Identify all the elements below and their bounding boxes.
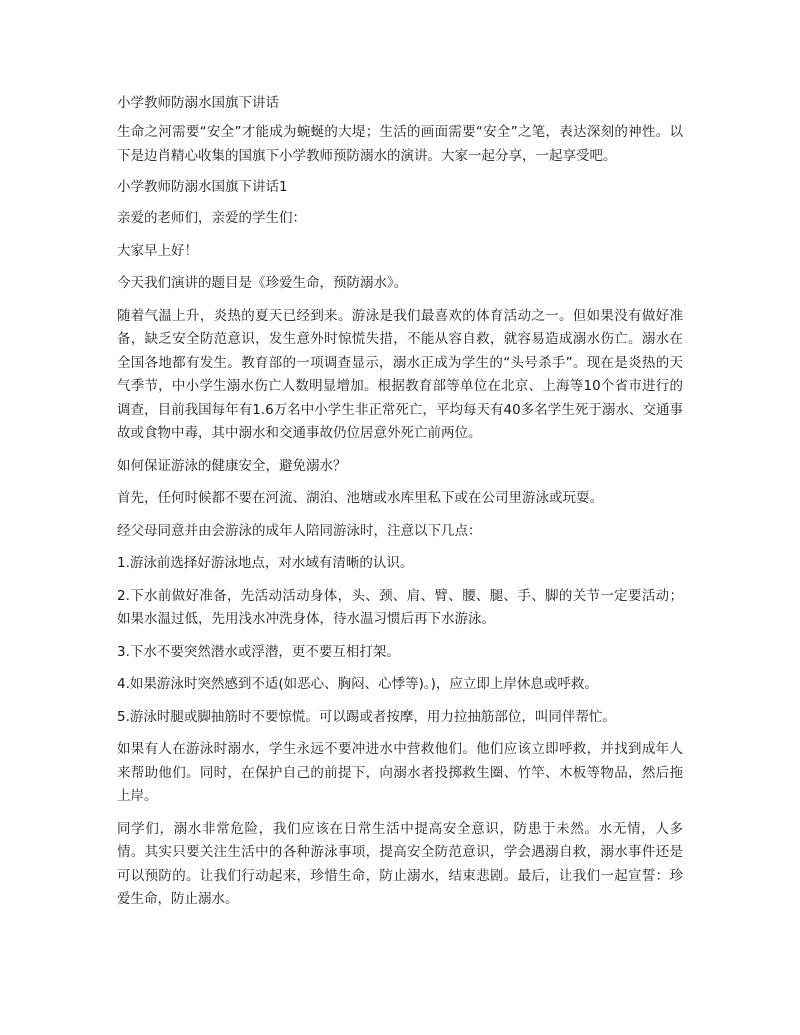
document-page bbox=[117, 93, 683, 921]
intro-paragraph: 生命之河需要“安全”才能成为蜿蜒的大堤；生活的画面需要“安全”之笔，表达深刻的神性。以下是边肖精心收集的国旗下小学教师预防溺水的演讲。大家一起分享，一起享受吧。 bbox=[117, 124, 683, 164]
document-title: 小学教师防溺水国旗下讲话 bbox=[117, 95, 279, 111]
closing-paragraph: 同学们，溺水非常危险，我们应该在日常生活中提高安全意识，防患于未然。水无情，人多情。其实只要关注生活中的各种游泳事项，提高安全防范意识，学会遇溺自救，溺水事件还是可以预防的。让我们行动起来，珍惜生命，防止溺水，结束悲剧。最后，让我们一起宣誓：珍爱生命，防止溺水。 bbox=[117, 820, 683, 907]
body-paragraph: 如果有人在游泳时溺水，学生永远不要冲进水中营救他们。他们应该立即呼救，并找到成年人来帮助他们。同时，在保护自己的前提下，向溺水者投掷救生圈、竹竿、木板等物品，然后拖上岸。 bbox=[117, 741, 683, 804]
list-item: 3.下水不要突然潜水或浮潜，更不要互相打架。 bbox=[117, 643, 400, 660]
speech-topic: 今天我们演讲的题目是《珍爱生命，预防溺水》。 bbox=[117, 275, 408, 291]
body-paragraph: 随着气温上升，炎热的夏天已经到来。游泳是我们最喜欢的体育活动之一。但如果没有做好准备，缺乏安全防范意识，发生意外时惊慌失措，不能从容自救，就容易造成溺水伤亡。溺水在全国各地都有发生。教育部的一项调查显示，溺水正成为学生的“头号杀手”。现在是炎热的天气季节，中小学生溺水伤亡人数明显增加。根据教育部等单位在北京、上海等10个省市进行的调查，目前我国每年有1.6万名中小学生非正常死亡，平均每天有40多名学生死于溺水、交通事故或食物中毒，其中溺水和交通事故仍位居意外死亡前两位。 bbox=[117, 307, 683, 441]
body-paragraph: 经父母同意并由会游泳的成年人陪同游泳时，注意以下几点： bbox=[117, 522, 482, 539]
list-item: 4.如果游泳时突然感到不适(如恶心、胸闷、心悸等)。)，应立即上岸休息或呼救。 bbox=[117, 676, 598, 692]
list-item: 1.游泳前选择好游泳地点，对水域有清晰的认识。 bbox=[117, 555, 414, 571]
list-item: 5.游泳时腿或脚抽筋时不要惊慌。可以踢或者按摩，用力拉抽筋部位，叫同伴帮忙。 bbox=[117, 708, 616, 725]
greeting: 大家早上好！ bbox=[117, 242, 198, 259]
salutation: 亲爱的老师们，亲爱的学生们： bbox=[117, 210, 306, 226]
section-title: 小学教师防溺水国旗下讲话1 bbox=[117, 179, 288, 195]
body-paragraph: 首先，任何时候都不要在河流、湖泊、池塘或水库里私下或在公司里游泳或玩耍。 bbox=[117, 490, 603, 506]
list-item: 2.下水前做好准备，先活动活动身体，头、颈、肩、臂、腰、腿、手、脚的关节一定要活动；如果水温过低，先用浅水冲洗身体，待水温习惯后再下水游泳。 bbox=[117, 587, 683, 627]
question-paragraph: 如何保证游泳的健康安全，避免溺水？ bbox=[117, 457, 347, 474]
